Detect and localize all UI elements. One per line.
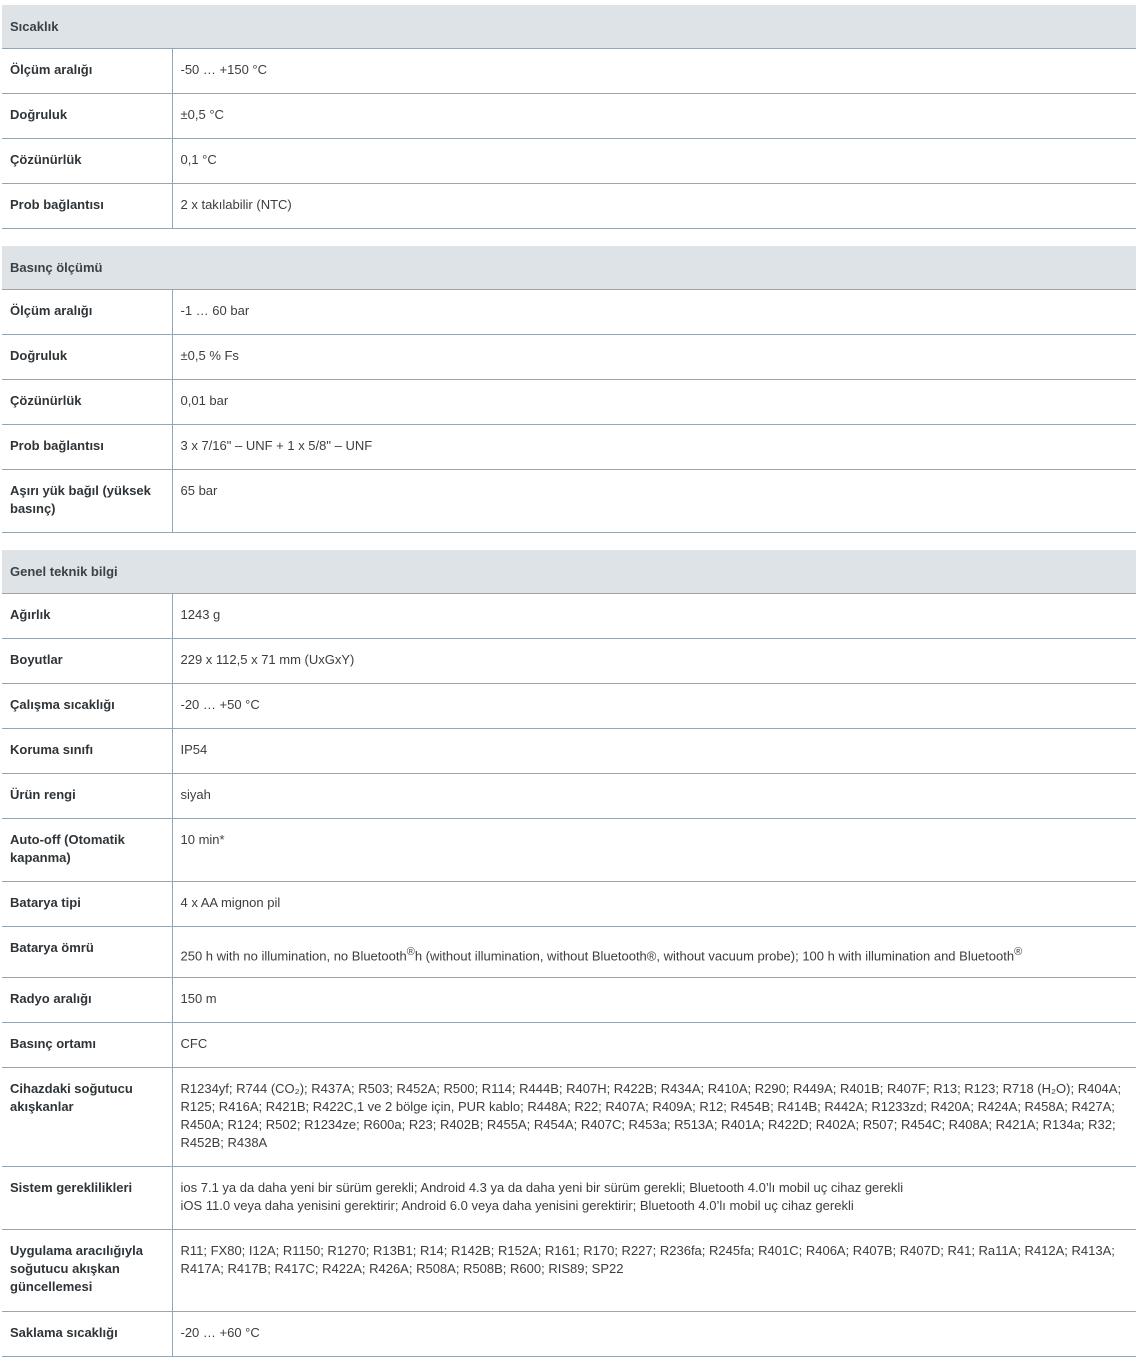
row-value: 0,1 °C bbox=[172, 139, 1136, 184]
row-value: 10 min* bbox=[172, 819, 1136, 882]
table-row bbox=[2, 380, 1136, 425]
table-row bbox=[2, 425, 1136, 470]
table-row bbox=[2, 470, 1136, 533]
system-requirement-line: ios 7.1 ya da daha yeni bir sürüm gerekli; Android 4.3 ya da daha yeni bir sürüm gerekli; Bluetooth 4.0’lı mobil uç cihaz gerekli bbox=[180, 1180, 904, 1195]
row-label: Çözünürlük bbox=[2, 139, 172, 184]
table-row bbox=[2, 1068, 1136, 1167]
table-row bbox=[2, 1230, 1136, 1312]
row-value: -1 … 60 bar bbox=[172, 290, 1136, 335]
row-value: 229 x 112,5 x 71 mm (UxGxY) bbox=[172, 639, 1136, 684]
row-label: Uygulama aracılığıyla soğutucu akışkan güncellemesi bbox=[2, 1230, 172, 1312]
row-label: Koruma sınıfı bbox=[2, 729, 172, 774]
table-row bbox=[2, 94, 1136, 139]
row-value-battery-life bbox=[172, 927, 1136, 978]
section-title: Genel teknik bilgi bbox=[2, 550, 1136, 594]
row-value: ±0,5 % Fs bbox=[172, 335, 1136, 380]
row-label: Ölçüm aralığı bbox=[2, 290, 172, 335]
spec-table-general bbox=[2, 550, 1136, 1357]
row-label: Doğruluk bbox=[2, 94, 172, 139]
section-header-row bbox=[2, 5, 1136, 49]
system-requirement-line: iOS 11.0 veya daha yenisini gerektirir; Android 6.0 veya daha yenisini gerektirir; Bluetooth 4.0’lı mobil uç cihaz gerekli bbox=[180, 1198, 854, 1213]
spec-table-temperature bbox=[2, 5, 1136, 229]
table-row bbox=[2, 729, 1136, 774]
section-title: Sıcaklık bbox=[2, 5, 1136, 49]
row-label: Boyutlar bbox=[2, 639, 172, 684]
table-row bbox=[2, 49, 1136, 94]
table-row bbox=[2, 819, 1136, 882]
table-row bbox=[2, 882, 1136, 927]
row-label: Saklama sıcaklığı bbox=[2, 1312, 172, 1357]
spec-table-pressure bbox=[2, 246, 1136, 533]
battery-life-text-2: h (without illumination, without Bluetooth®, without vacuum probe); 100 h with illumination and Bluetooth bbox=[414, 948, 1015, 964]
row-label: Cihazdaki soğutucu akışkanlar bbox=[2, 1068, 172, 1167]
row-label: Basınç ortamı bbox=[2, 1023, 172, 1068]
row-label: Batarya tipi bbox=[2, 882, 172, 927]
table-row bbox=[2, 290, 1136, 335]
table-row bbox=[2, 1023, 1136, 1068]
row-label: Auto-off (Otomatik kapanma) bbox=[2, 819, 172, 882]
row-value: -50 … +150 °C bbox=[172, 49, 1136, 94]
table-row bbox=[2, 335, 1136, 380]
row-value: 150 m bbox=[172, 978, 1136, 1023]
row-value: 65 bar bbox=[172, 470, 1136, 533]
row-value: 3 x 7/16" – UNF + 1 x 5/8" – UNF bbox=[172, 425, 1136, 470]
table-row bbox=[2, 927, 1136, 978]
row-value-system bbox=[172, 1167, 1136, 1230]
battery-life-text-1: 250 h with no illumination, no Bluetooth bbox=[180, 948, 407, 964]
table-row bbox=[2, 774, 1136, 819]
row-label: Doğruluk bbox=[2, 335, 172, 380]
row-label: Prob bağlantısı bbox=[2, 184, 172, 229]
row-label: Çözünürlük bbox=[2, 380, 172, 425]
row-value: R11; FX80; I12A; R1150; R1270; R13B1; R14; R142B; R152A; R161; R170; R227; R236fa; R245fa; R401C; R406A; R407B; R407D; R41; Ra11A; R412A; R413A; R417A; R417B; R417C; R422A; R426A; R508A; R508B; R600; RIS89; SP22 bbox=[172, 1230, 1136, 1312]
row-value: CFC bbox=[172, 1023, 1136, 1068]
section-header-row bbox=[2, 550, 1136, 594]
table-row bbox=[2, 639, 1136, 684]
row-value: R1234yf; R744 (CO₂); R437A; R503; R452A; R500; R114; R444B; R407H; R422B; R434A; R410A; R290; R449A; R401B; R407F; R13; R123; R718 (H₂O); R404A; R125; R416A; R421B; R422C,1 ve 2 bölge için, PUR kablo; R448A; R22; R407A; R409A; R12; R454B; R414B; R442A; R1233zd; R420A; R424A; R458A; R427A; R450A; R124; R502; R1234ze; R600a; R23; R402B; R455A; R454A; R407C; R453a; R513A; R401A; R422D; R402A; R507; R454C; R408A; R421A; R134a; R32; R452B; R438A bbox=[172, 1068, 1136, 1167]
row-label: Batarya ömrü bbox=[2, 927, 172, 978]
row-value: siyah bbox=[172, 774, 1136, 819]
section-title: Basınç ölçümü bbox=[2, 246, 1136, 290]
registered-mark: ® bbox=[406, 946, 415, 958]
row-value: 0,01 bar bbox=[172, 380, 1136, 425]
row-label: Ağırlık bbox=[2, 594, 172, 639]
table-row bbox=[2, 594, 1136, 639]
row-value: 2 x takılabilir (NTC) bbox=[172, 184, 1136, 229]
row-label: Çalışma sıcaklığı bbox=[2, 684, 172, 729]
row-value: -20 … +50 °C bbox=[172, 684, 1136, 729]
row-label: Sistem gereklilikleri bbox=[2, 1167, 172, 1230]
row-label: Ölçüm aralığı bbox=[2, 49, 172, 94]
row-label: Aşırı yük bağıl (yüksek basınç) bbox=[2, 470, 172, 533]
row-label: Ürün rengi bbox=[2, 774, 172, 819]
row-value: IP54 bbox=[172, 729, 1136, 774]
row-label: Prob bağlantısı bbox=[2, 425, 172, 470]
row-value: -20 … +60 °C bbox=[172, 1312, 1136, 1357]
table-row bbox=[2, 1312, 1136, 1357]
row-value: 4 x AA mignon pil bbox=[172, 882, 1136, 927]
section-header-row bbox=[2, 246, 1136, 290]
registered-mark: ® bbox=[1014, 946, 1023, 958]
table-row bbox=[2, 978, 1136, 1023]
row-label: Radyo aralığı bbox=[2, 978, 172, 1023]
table-row bbox=[2, 184, 1136, 229]
table-row bbox=[2, 1167, 1136, 1230]
row-value: ±0,5 °C bbox=[172, 94, 1136, 139]
row-value: 1243 g bbox=[172, 594, 1136, 639]
table-row bbox=[2, 139, 1136, 184]
table-row bbox=[2, 684, 1136, 729]
